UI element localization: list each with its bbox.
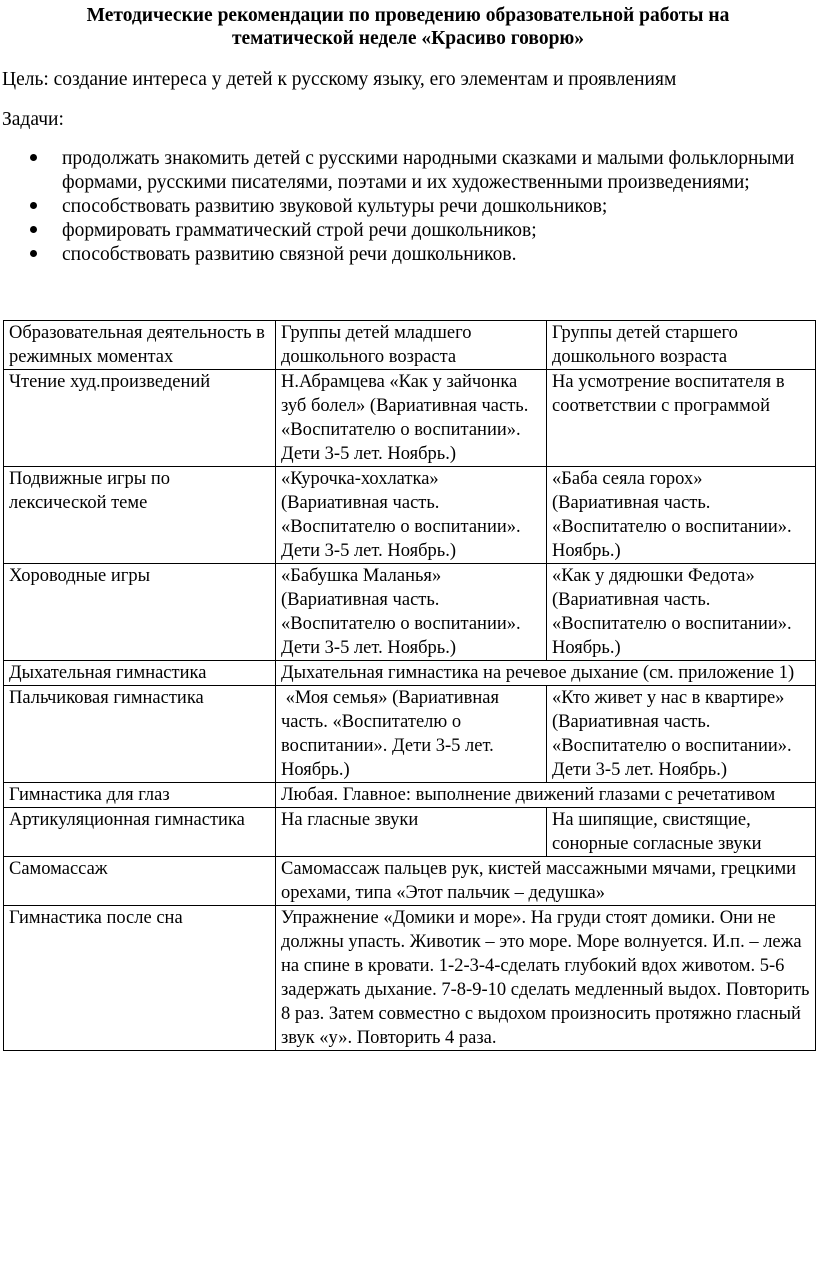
table-row — [4, 467, 816, 564]
table-row — [4, 783, 816, 808]
junior-cell: «Бабушка Маланья» (Вариативная часть. «Воспитателю о воспитании». Дети 3-5 лет. Ноябрь.) — [276, 564, 547, 661]
bullet-icon — [30, 226, 37, 233]
task-text: способствовать развитию связной речи дошкольников. — [62, 244, 517, 265]
task-item — [0, 147, 800, 195]
table-row — [4, 564, 816, 661]
bullet-icon — [30, 154, 37, 161]
task-item — [0, 219, 800, 243]
both-groups-cell: Самомассаж пальцев рук, кистей массажными мячами, грецкими орехами, типа «Этот пальчик – дедушка» — [276, 857, 816, 906]
activity-cell: Гимнастика для глаз — [4, 783, 276, 808]
both-groups-cell: Дыхательная гимнастика на речевое дыхание (см. приложение 1) — [276, 661, 816, 686]
table-row — [4, 661, 816, 686]
tasks-label: Задачи: — [2, 109, 64, 130]
both-groups-cell: Упражнение «Домики и море». На груди стоят домики. Они не должны упасть. Животик – это море. Море волнуется. И.п. – лежа на спине в кровати. 1-2-3-4-сделать глубокий вдох животом. 5-6 задержать дыхание. 7-8-9-10 сделать медленный выдох. Повторить 8 раз. Затем совместно с выдохом произносить протяжно гласный звук «у». Повторить 4 раза. — [276, 906, 816, 1051]
task-item — [0, 243, 800, 267]
table-row — [4, 370, 816, 467]
senior-cell: «Как у дядюшки Федота» (Вариативная часть. «Воспитателю о воспитании». Ноябрь.) — [547, 564, 816, 661]
activities-table — [3, 320, 816, 1051]
junior-cell: На гласные звуки — [276, 808, 547, 857]
junior-cell: Н.Абрамцева «Как у зайчонка зуб болел» (Вариативная часть. «Воспитателю о воспитании». Дети 3-5 лет. Ноябрь.) — [276, 370, 547, 467]
senior-cell: «Кто живет у нас в квартире» (Вариативная часть. «Воспитателю о воспитании». Дети 3-5 лет. Ноябрь.) — [547, 686, 816, 783]
title-line-1: Методические рекомендации по проведению образовательной работы на — [86, 5, 730, 26]
activity-cell: Подвижные игры по лексической теме — [4, 467, 276, 564]
goal-text: Цель: создание интереса у детей к русскому языку, его элементам и проявлениям — [2, 69, 677, 90]
both-groups-cell: Любая. Главное: выполнение движений глазами с речетативом — [276, 783, 816, 808]
task-text: формировать грамматический строй речи дошкольников; — [62, 220, 537, 241]
senior-cell: На шипящие, свистящие, сонорные согласные звуки — [547, 808, 816, 857]
task-text: продолжать знакомить детей с русскими народными сказками и малыми фольклорными формами, русскими писателями, поэтами и их художественными произведениями; — [62, 148, 795, 193]
table-row — [4, 686, 816, 783]
junior-cell: «Курочка-хохлатка» (Вариативная часть. «Воспитателю о воспитании». Дети 3-5 лет. Ноябрь.) — [276, 467, 547, 564]
bullet-icon — [30, 202, 37, 209]
activity-cell: Хороводные игры — [4, 564, 276, 661]
activity-cell: Самомассаж — [4, 857, 276, 906]
activity-cell: Чтение худ.произведений — [4, 370, 276, 467]
junior-cell: «Моя семья» (Вариативная часть. «Воспитателю о воспитании». Дети 3-5 лет. Ноябрь.) — [276, 686, 547, 783]
activity-cell: Пальчиковая гимнастика — [4, 686, 276, 783]
senior-cell: На усмотрение воспитателя в соответствии с программой — [547, 370, 816, 467]
title-line-2: тематической неделе «Красиво говорю» — [231, 28, 585, 49]
activity-cell: Артикуляционная гимнастика — [4, 808, 276, 857]
header-senior: Группы детей старшего дошкольного возраста — [547, 321, 816, 370]
header-activity: Образовательная деятельность в режимных моментах — [4, 321, 276, 370]
table-header-row — [4, 321, 816, 370]
activity-cell: Дыхательная гимнастика — [4, 661, 276, 686]
task-item — [0, 195, 800, 219]
tasks-list — [0, 147, 800, 267]
table-row — [4, 808, 816, 857]
document-title — [0, 4, 816, 50]
table-row — [4, 906, 816, 1051]
header-junior: Группы детей младшего дошкольного возраста — [276, 321, 547, 370]
task-text: способствовать развитию звуковой культуры речи дошкольников; — [62, 196, 608, 217]
table-row — [4, 857, 816, 906]
bullet-icon — [30, 250, 37, 257]
activity-cell: Гимнастика после сна — [4, 906, 276, 1051]
senior-cell: «Баба сеяла горох» (Вариативная часть. «Воспитателю о воспитании». Ноябрь.) — [547, 467, 816, 564]
